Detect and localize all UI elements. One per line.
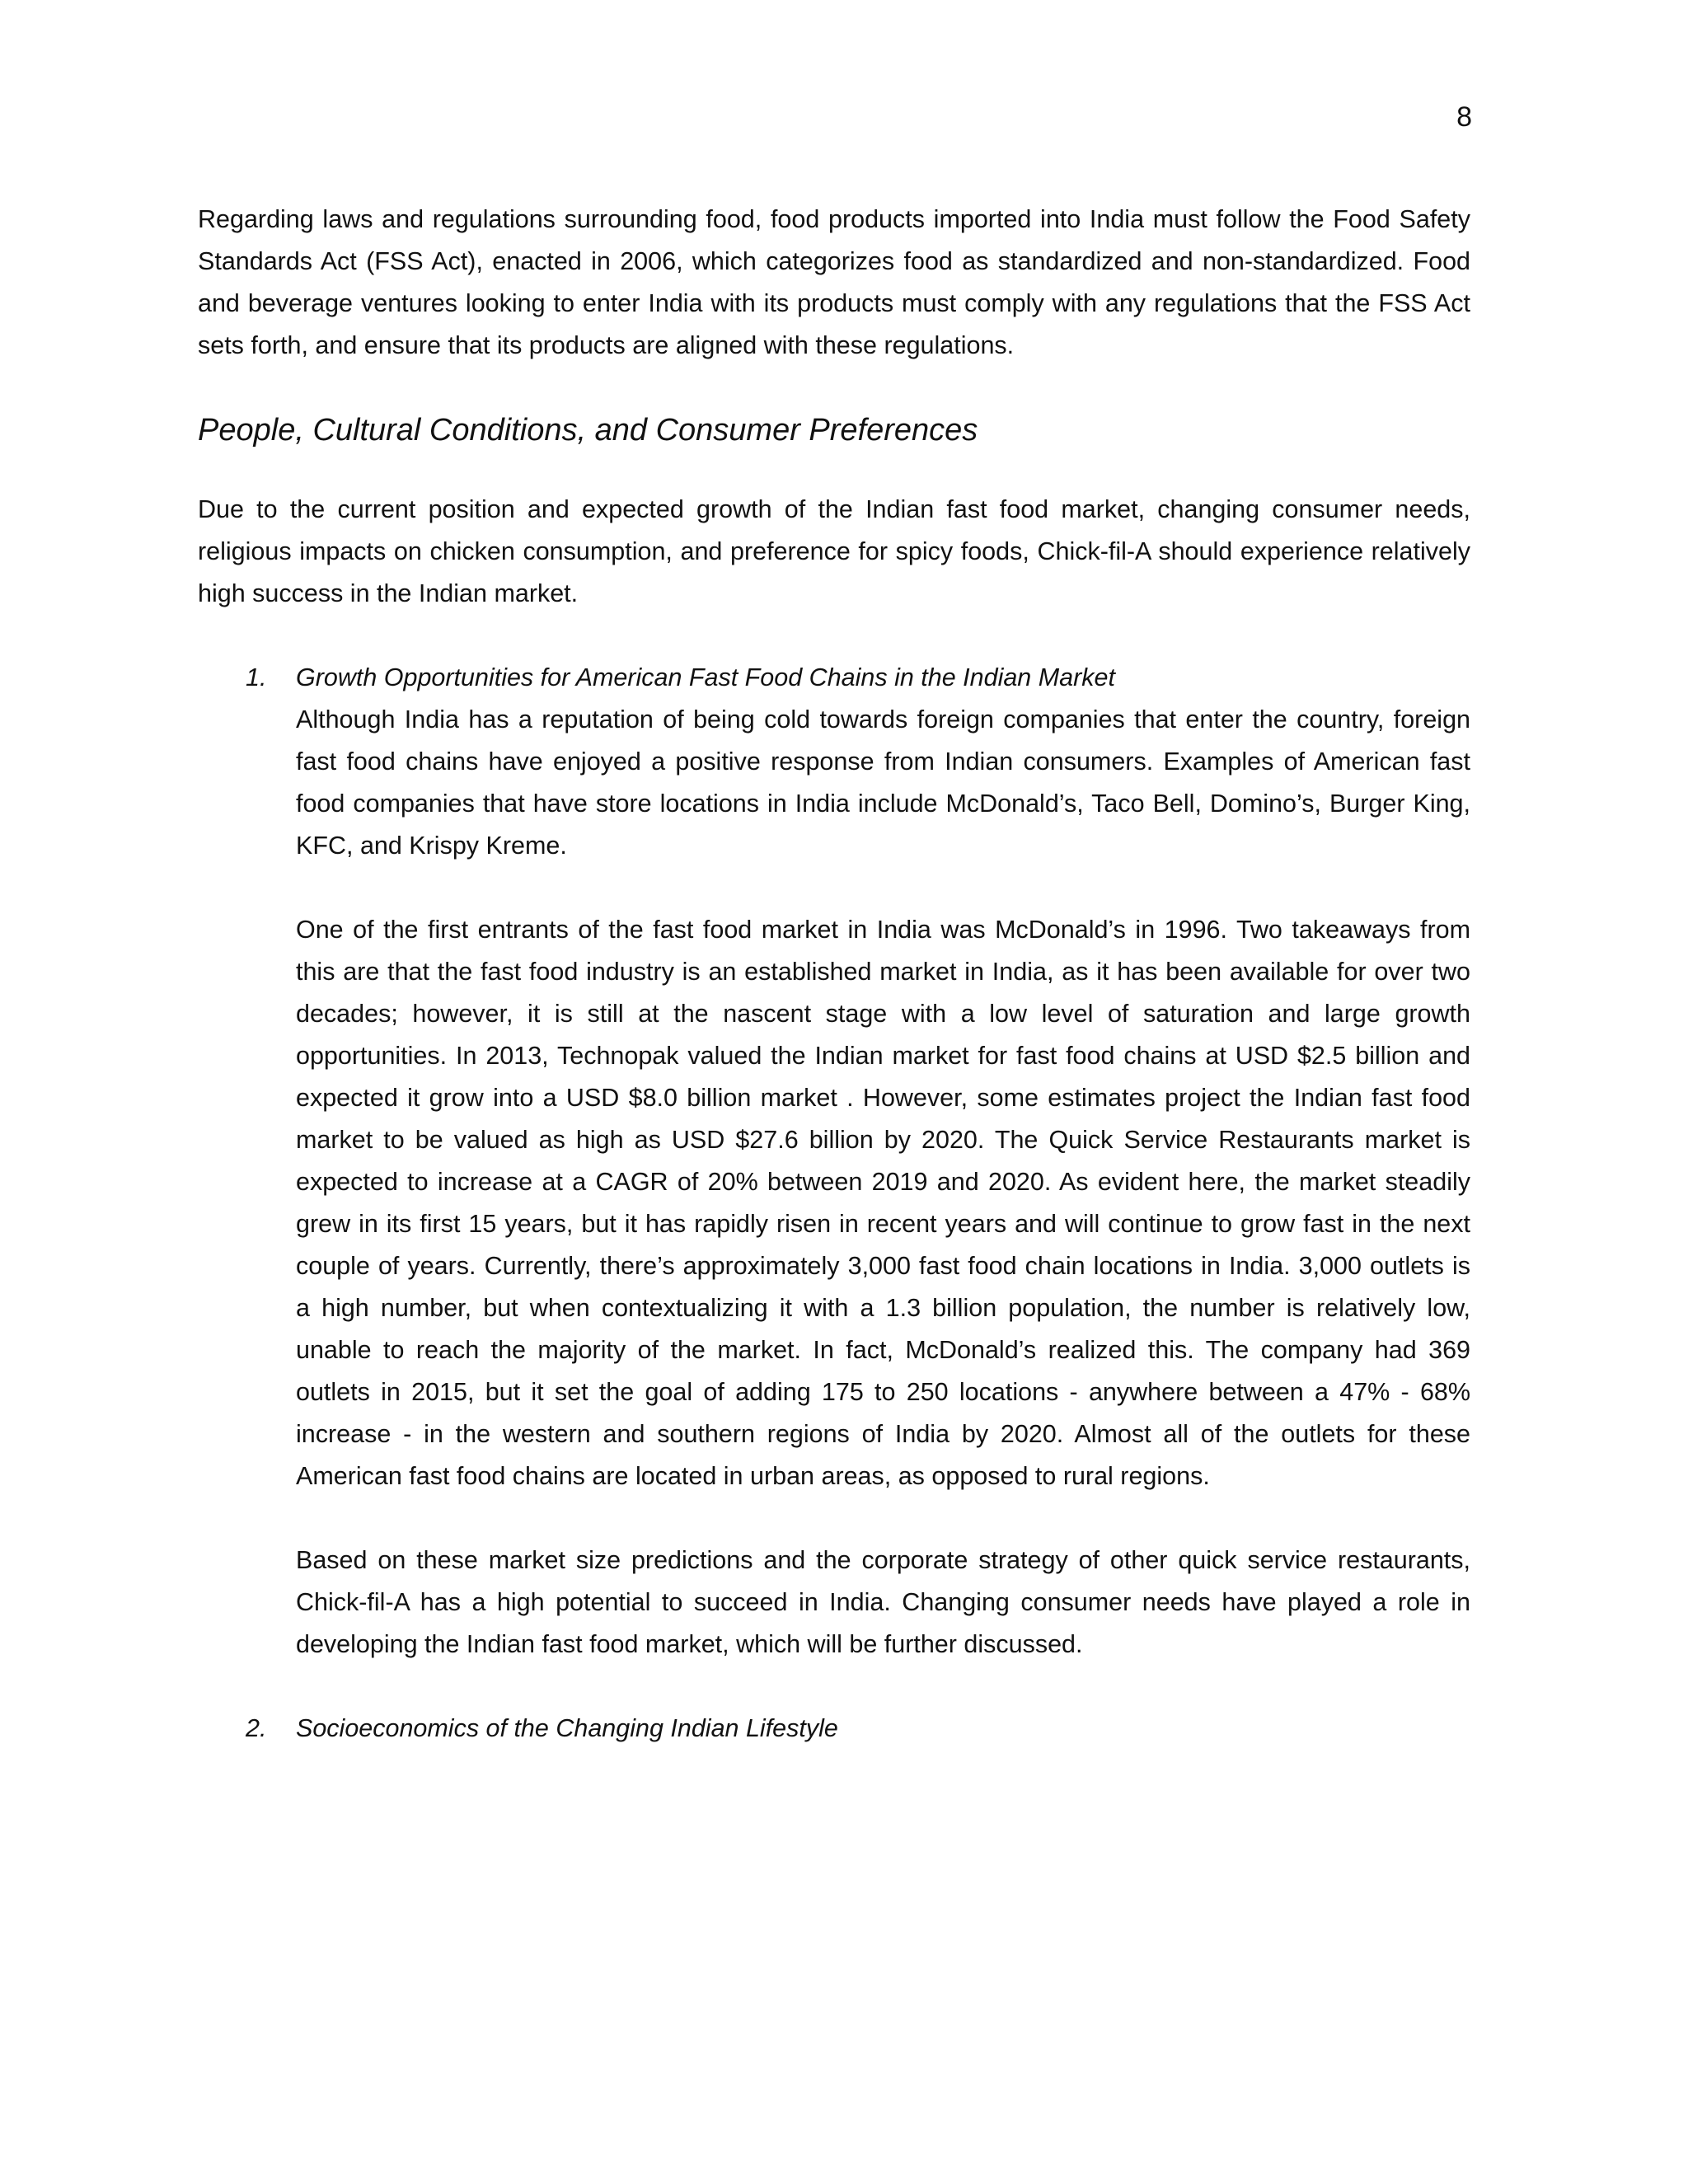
section-intro-paragraph: Due to the current position and expected growth of the Indian fast food market, changing consumer needs, religious impacts on chicken consumption, and preference for spicy foods, Chick-fil-A should experience relatively high success in the Indian market.: [198, 495, 1470, 607]
page-number: 8: [1456, 101, 1472, 133]
list-marker: 1.: [246, 663, 267, 691]
list-item-paragraph: One of the first entrants of the fast food market in India was McDonald’s in 1996. Two takeaways from this are that the fast food industry is an established market in India, as it has been available for over two decades; however, it is still at the nascent stage with a low level of saturation and large growth opportunities. In 2013, Technopak valued the Indian market for fast food chains at USD $2.5 billion and expected it grow into a USD $8.0 billion market . However, some estimates project the Indian fast food market to be valued as high as USD $27.6 billion by 2020. The Quick Service Restaurants market is expected to increase at a CAGR of 20% between 2019 and 2020. As evident here, the market steadily grew in its first 15 years, but it has rapidly risen in recent years and will continue to grow fast in the next couple of years. Currently, there’s approximately 3,000 fast food chain locations in India. 3,000 outlets is a high number, but when contextualizing it with a 1.3 billion population, the number is relatively low, unable to reach the majority of the market. In fact, McDonald’s realized this. The company had 369 outlets in 2015, but it set the goal of adding 175 to 250 locations - anywhere between a 47% - 68% increase - in the western and southern regions of India by 2020. Almost all of the outlets for these American fast food chains are located in urban areas, as opposed to rural regions.: [296, 916, 1470, 1490]
section-heading: People, Cultural Conditions, and Consumer Preferences: [198, 413, 978, 448]
list-item-title: Socioeconomics of the Changing Indian Lifestyle: [296, 1714, 838, 1742]
list-item-growth-opportunities: [198, 657, 1470, 1666]
list-item-socioeconomics: [198, 1708, 1470, 1750]
list-item-title: Growth Opportunities for American Fast Food Chains in the Indian Market: [296, 663, 1115, 691]
intro-paragraph: Regarding laws and regulations surrounding food, food products imported into India must follow the Food Safety Standards Act (FSS Act), enacted in 2006, which categorizes food as standardized and non-standardized. Food and beverage ventures looking to enter India with its products must comply with any regulations that the FSS Act sets forth, and ensure that its products are aligned with these regulations.: [198, 205, 1470, 359]
list-item-paragraph: Although India has a reputation of being cold towards foreign companies that enter the country, foreign fast food chains have enjoyed a positive response from Indian consumers. Examples of American fast food companies that have store locations in India include McDonald’s, Taco Bell, Domino’s, Burger King, KFC, and Krispy Kreme.: [296, 705, 1470, 860]
list-marker: 2.: [246, 1714, 267, 1742]
page-content: [198, 199, 1470, 1750]
list-item-paragraph: Based on these market size predictions and the corporate strategy of other quick service restaurants, Chick-fil-A has a high potential to succeed in India. Changing consumer needs have played a role in developing the Indian fast food market, which will be further discussed.: [296, 1546, 1470, 1658]
